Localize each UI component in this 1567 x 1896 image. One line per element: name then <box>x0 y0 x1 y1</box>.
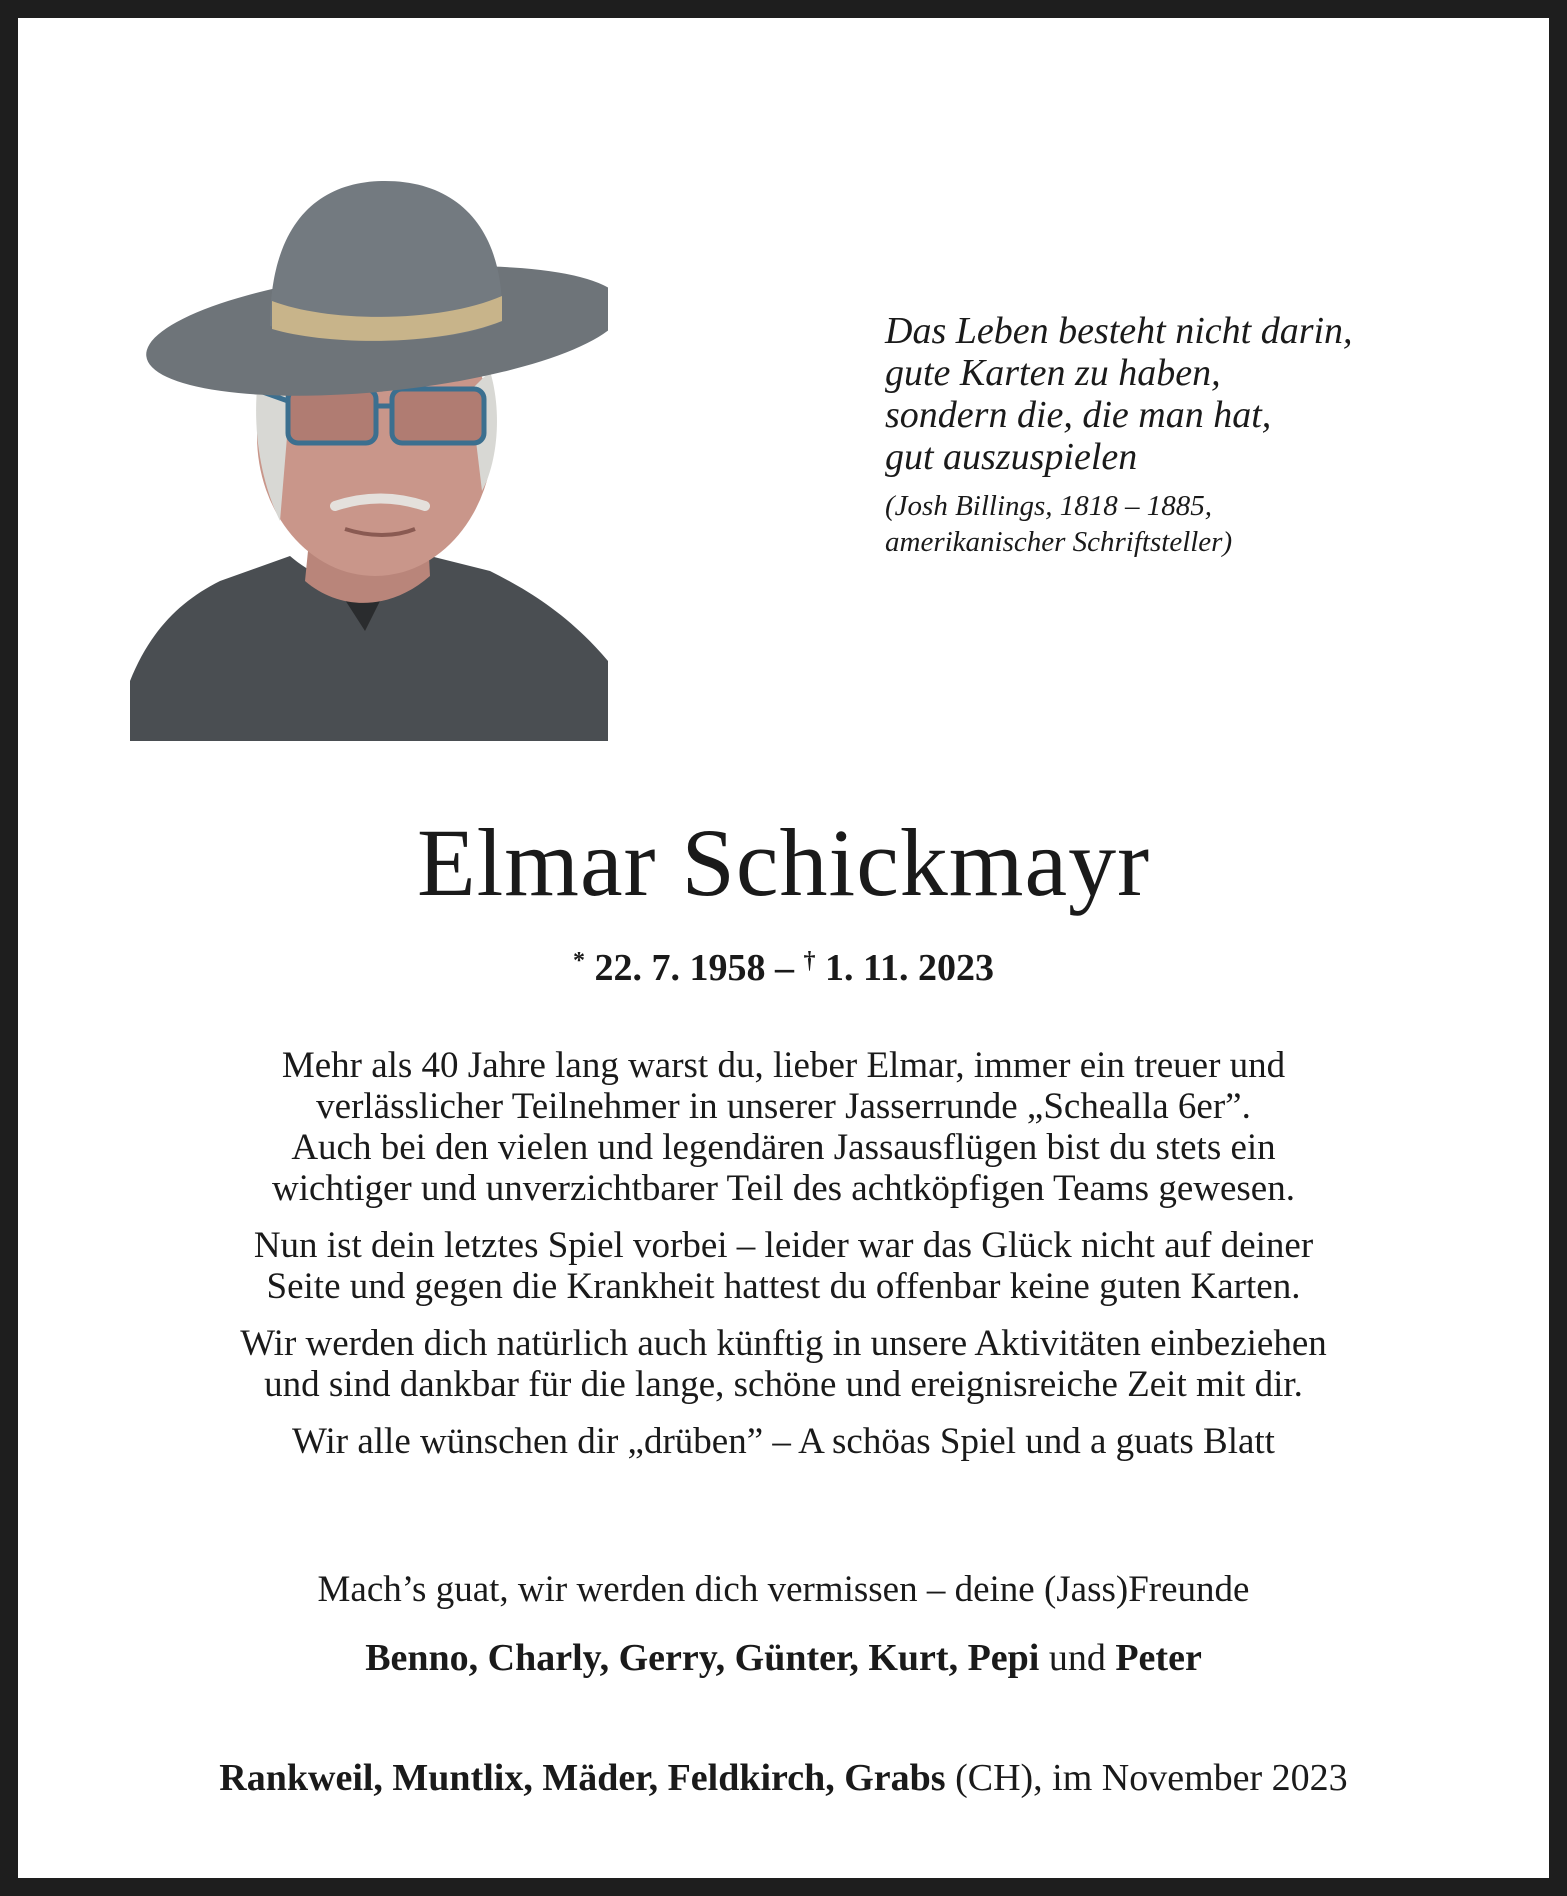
friends-names: Benno, Charly, Gerry, Günter, Kurt, Pepi <box>365 1637 1040 1679</box>
birth-date: 22. 7. 1958 <box>594 947 766 989</box>
friends-signature <box>18 1635 1549 1681</box>
paragraph-line: Wir werden dich natürlich auch künftig in unsere Aktivitäten einbeziehen <box>240 1323 1327 1364</box>
life-dates <box>18 938 1549 991</box>
place-and-date <box>18 1755 1549 1801</box>
death-date: 1. 11. 2023 <box>825 947 994 989</box>
quote-line: gute Karten zu haben, <box>885 352 1221 394</box>
portrait-illustration <box>130 161 608 741</box>
place-date: (CH), im November 2023 <box>955 1757 1348 1799</box>
quote-line: gut auszuspielen <box>885 436 1138 478</box>
portrait-photo <box>130 161 608 741</box>
quote-citation: (Josh Billings, 1818 – 1885, <box>885 490 1213 522</box>
paragraph <box>128 1323 1439 1405</box>
paragraph <box>128 1225 1439 1307</box>
paragraph <box>128 1045 1439 1209</box>
paragraph-line: Nun ist dein letztes Spiel vorbei – leider war das Glück nicht auf deiner <box>253 1225 1314 1266</box>
paragraph-line: wichtiger und unverzichtbarer Teil des achtköpfigen Teams gewesen. <box>272 1168 1295 1209</box>
death-symbol: † <box>803 948 816 974</box>
paragraph-line: Auch bei den vielen und legendären Jassausflügen bist du stets ein <box>291 1127 1276 1168</box>
quote-line: Das Leben besteht nicht darin, <box>885 310 1353 352</box>
obituary-text <box>128 1045 1439 1478</box>
quote-citation: amerikanischer Schriftsteller) <box>885 526 1233 558</box>
friends-last-name: Peter <box>1115 1637 1202 1679</box>
date-separator: – <box>775 947 795 989</box>
paragraph <box>128 1421 1439 1462</box>
birth-symbol: * <box>573 948 586 974</box>
farewell-line: Mach’s guat, wir werden dich vermissen – deine (Jass)Freunde <box>317 1569 1250 1610</box>
glasses-left-lens <box>288 389 376 443</box>
friends-connector: und <box>1048 1637 1106 1679</box>
glasses-right-lens <box>392 389 484 443</box>
paragraph-line: Seite und gegen die Krankheit hattest du offenbar keine guten Karten. <box>266 1266 1301 1307</box>
quote-block <box>885 310 1445 560</box>
paragraph-line: und sind dankbar für die lange, schöne und ereignisreiche Zeit mit dir. <box>264 1364 1303 1405</box>
paragraph-line: verlässlicher Teilnehmer in unserer Jasserrunde „Schealla 6er”. <box>316 1086 1251 1127</box>
paragraph-line: Mehr als 40 Jahre lang warst du, lieber Elmar, immer ein treuer und <box>281 1045 1286 1086</box>
deceased-name: Elmar Schickmayr <box>416 809 1151 916</box>
place-towns: Rankweil, Muntlix, Mäder, Feldkirch, Grabs <box>219 1757 946 1799</box>
quote-line: sondern die, die man hat, <box>885 394 1272 436</box>
paragraph-line: Wir alle wünschen dir „drüben” – A schöas Spiel und a guats Blatt <box>292 1421 1275 1462</box>
